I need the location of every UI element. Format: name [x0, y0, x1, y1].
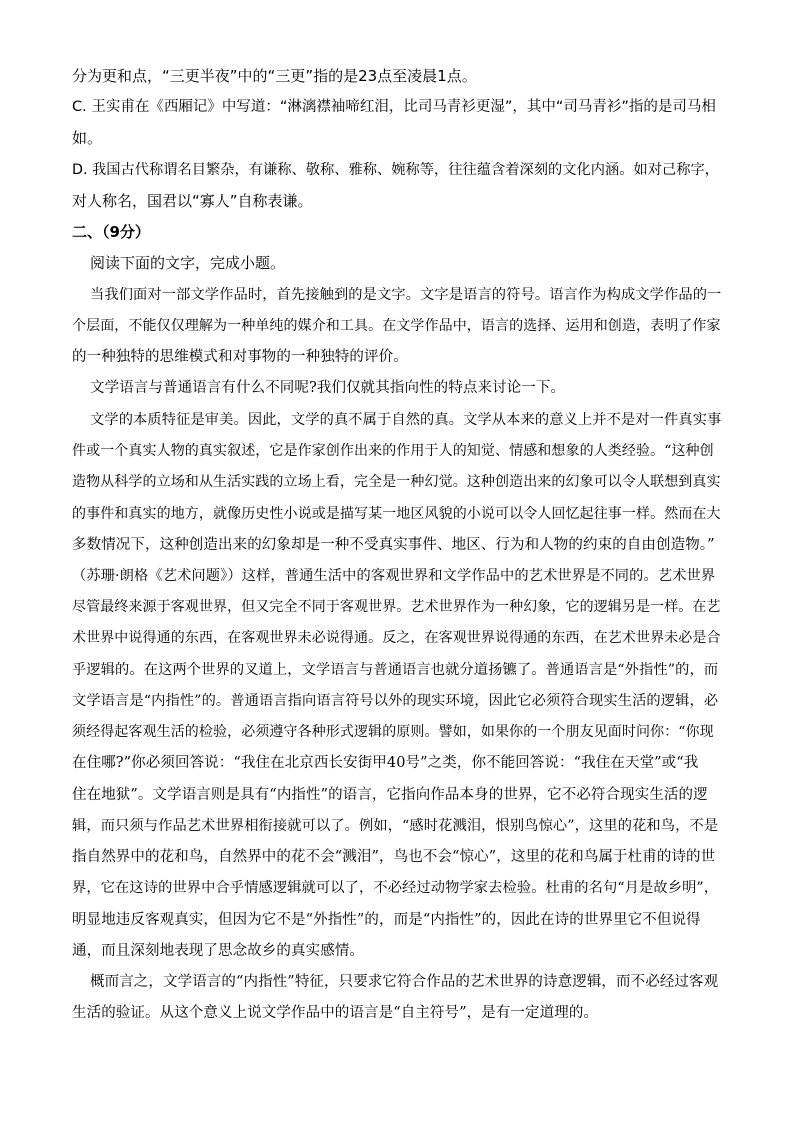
passage-p4-line-2: 生活的验证。从这个意义上说文学作品中的语言是“自主符号”，是有一定道理的。: [72, 1005, 599, 1021]
passage-p4-line-1: 概而言之，文学语言的“内指性”特征，只要求它符合作品的艺术世界的诗意逻辑，而不必经过客观: [90, 974, 719, 990]
passage-p3-line-18: 通，而且深刻地表现了思念故乡的真实感情。: [72, 943, 364, 959]
passage-p3-line-8: 术世界中说得通的东西，在客观世界未必说得通。反之，在客观世界说得通的东西，在艺术世界未必是合: [72, 630, 721, 646]
passage-p3-line-14: 辑，而只须与作品艺术世界相衔接就可以了。例如，“感时花溅泪，恨别鸟惊心”，这里的花和鸟，不是: [72, 818, 719, 834]
option-c-line-1: C. 王实甫在《西厢记》中写道：“淋漓襟袖啼红泪，比司马青衫更湿”，其中“司马青衫”指的是司马相: [72, 99, 716, 115]
option-b-continuation: 分为更和点，“三更半夜”中的“三更”指的是23点至凌晨1点。: [72, 67, 477, 85]
passage-p3-line-4: 的事件和真实的地方，就像历史性小说或是描写某一地区风貌的小说可以令人回忆起往事一样。然而在大: [72, 506, 721, 522]
passage-p2-line-1: 文学语言与普通语言有什么不同呢?我们仅就其指向性的特点来讨论一下。: [90, 380, 566, 396]
passage-p1-line-3: 的一种独特的思维模式和对事物的一种独特的评价。: [72, 349, 408, 365]
passage-p1-line-1: 当我们面对一部文学作品时，首先接触到的是文字。文字是语言的符号。语言作为构成文学作品的一: [90, 287, 722, 303]
passage-p3-line-16: 界，它在这诗的世界中合乎情感逻辑就可以了，不必经过动物学家去检验。杜甫的名句“月是故乡明”，: [72, 880, 719, 896]
reading-instruction: 阅读下面的文字，完成小题。: [90, 254, 286, 272]
passage-p3-line-12: 在住哪?”你必须回答说：“我住在北京西长安街甲40号”之类，你不能回答说：“我住在天堂”或“我: [72, 755, 699, 771]
option-c-line-2: 如。: [72, 129, 103, 147]
section-heading: 二、（9分）: [72, 223, 150, 241]
passage-p3-line-1: 文学的本质特征是审美。因此，文学的真不属于自然的真。文学从本来的意义上并不是对一件真实事: [90, 412, 722, 428]
passage-p3-line-13: 住在地狱”。文学语言则是具有“内指性”的语言，它指向作品本身的世界，它不必符合现实生活的逻: [72, 787, 708, 803]
passage-p3-line-15: 指自然界中的花和鸟，自然界中的花不会“溅泪”，鸟也不会“惊心”，这里的花和鸟属于杜甫的诗的世: [72, 849, 716, 865]
passage-p3-line-5: 多数情况下，这种创造出来的幻象却是一种不受真实事件、地区、行为和人物的约束的自由创造物。”: [72, 537, 715, 553]
passage-p3-line-2: 件或一个真实人物的真实叙述，它是作家创作出来的作用于人的知觉、情感和想象的人类经验。“这种创: [72, 443, 714, 459]
passage-p3-line-7: 尽管最终来源于客观世界，但又完全不同于客观世界。艺术世界作为一种幻象，它的逻辑另是一样。在艺: [72, 599, 721, 615]
passage-p1-line-2: 个层面，不能仅仅理解为一种单纯的媒介和工具。在文学作品中，语言的选择、运用和创造，表明了作家: [72, 318, 721, 334]
passage-p3-line-6: （苏珊·朗格《艺术问题》）这样，普通生活中的客观世界和文学作品中的艺术世界是不同的。艺术世界: [72, 568, 716, 584]
option-d-line-2: 对人称名，国君以“寡人”自称表谦。: [72, 192, 313, 210]
passage-p3-line-17: 明显地违反客观真实，但因为它不是“外指性”的，而是“内指性”的，因此在诗的世界里它不但说得: [72, 912, 701, 928]
passage-p3-line-9: 乎逻辑的。在这两个世界的叉道上，文学语言与普通语言也就分道扬镳了。普通语言是“外指性”的，而: [72, 662, 719, 678]
option-d-line-1: D. 我国古代称谓名目繁杂，有谦称、敬称、雅称、婉称等，往往蕴含着深刻的文化内涵。如对己称字，: [72, 162, 720, 178]
passage-p3-line-3: 造物从科学的立场和从生活实践的立场上看，完全是一种幻觉。这种创造出来的幻象可以令人联想到真实: [72, 474, 721, 490]
passage-p3-line-10: 文学语言是“内指性”的。普通语言指向语言符号以外的现实环境，因此它必须符合现实生活的逻辑，必: [72, 693, 719, 709]
passage-p3-line-11: 须经得起客观生活的检验，必须遵守各种形式逻辑的原则。譬如，如果你的一个朋友见面时问你：“你现: [72, 724, 714, 740]
